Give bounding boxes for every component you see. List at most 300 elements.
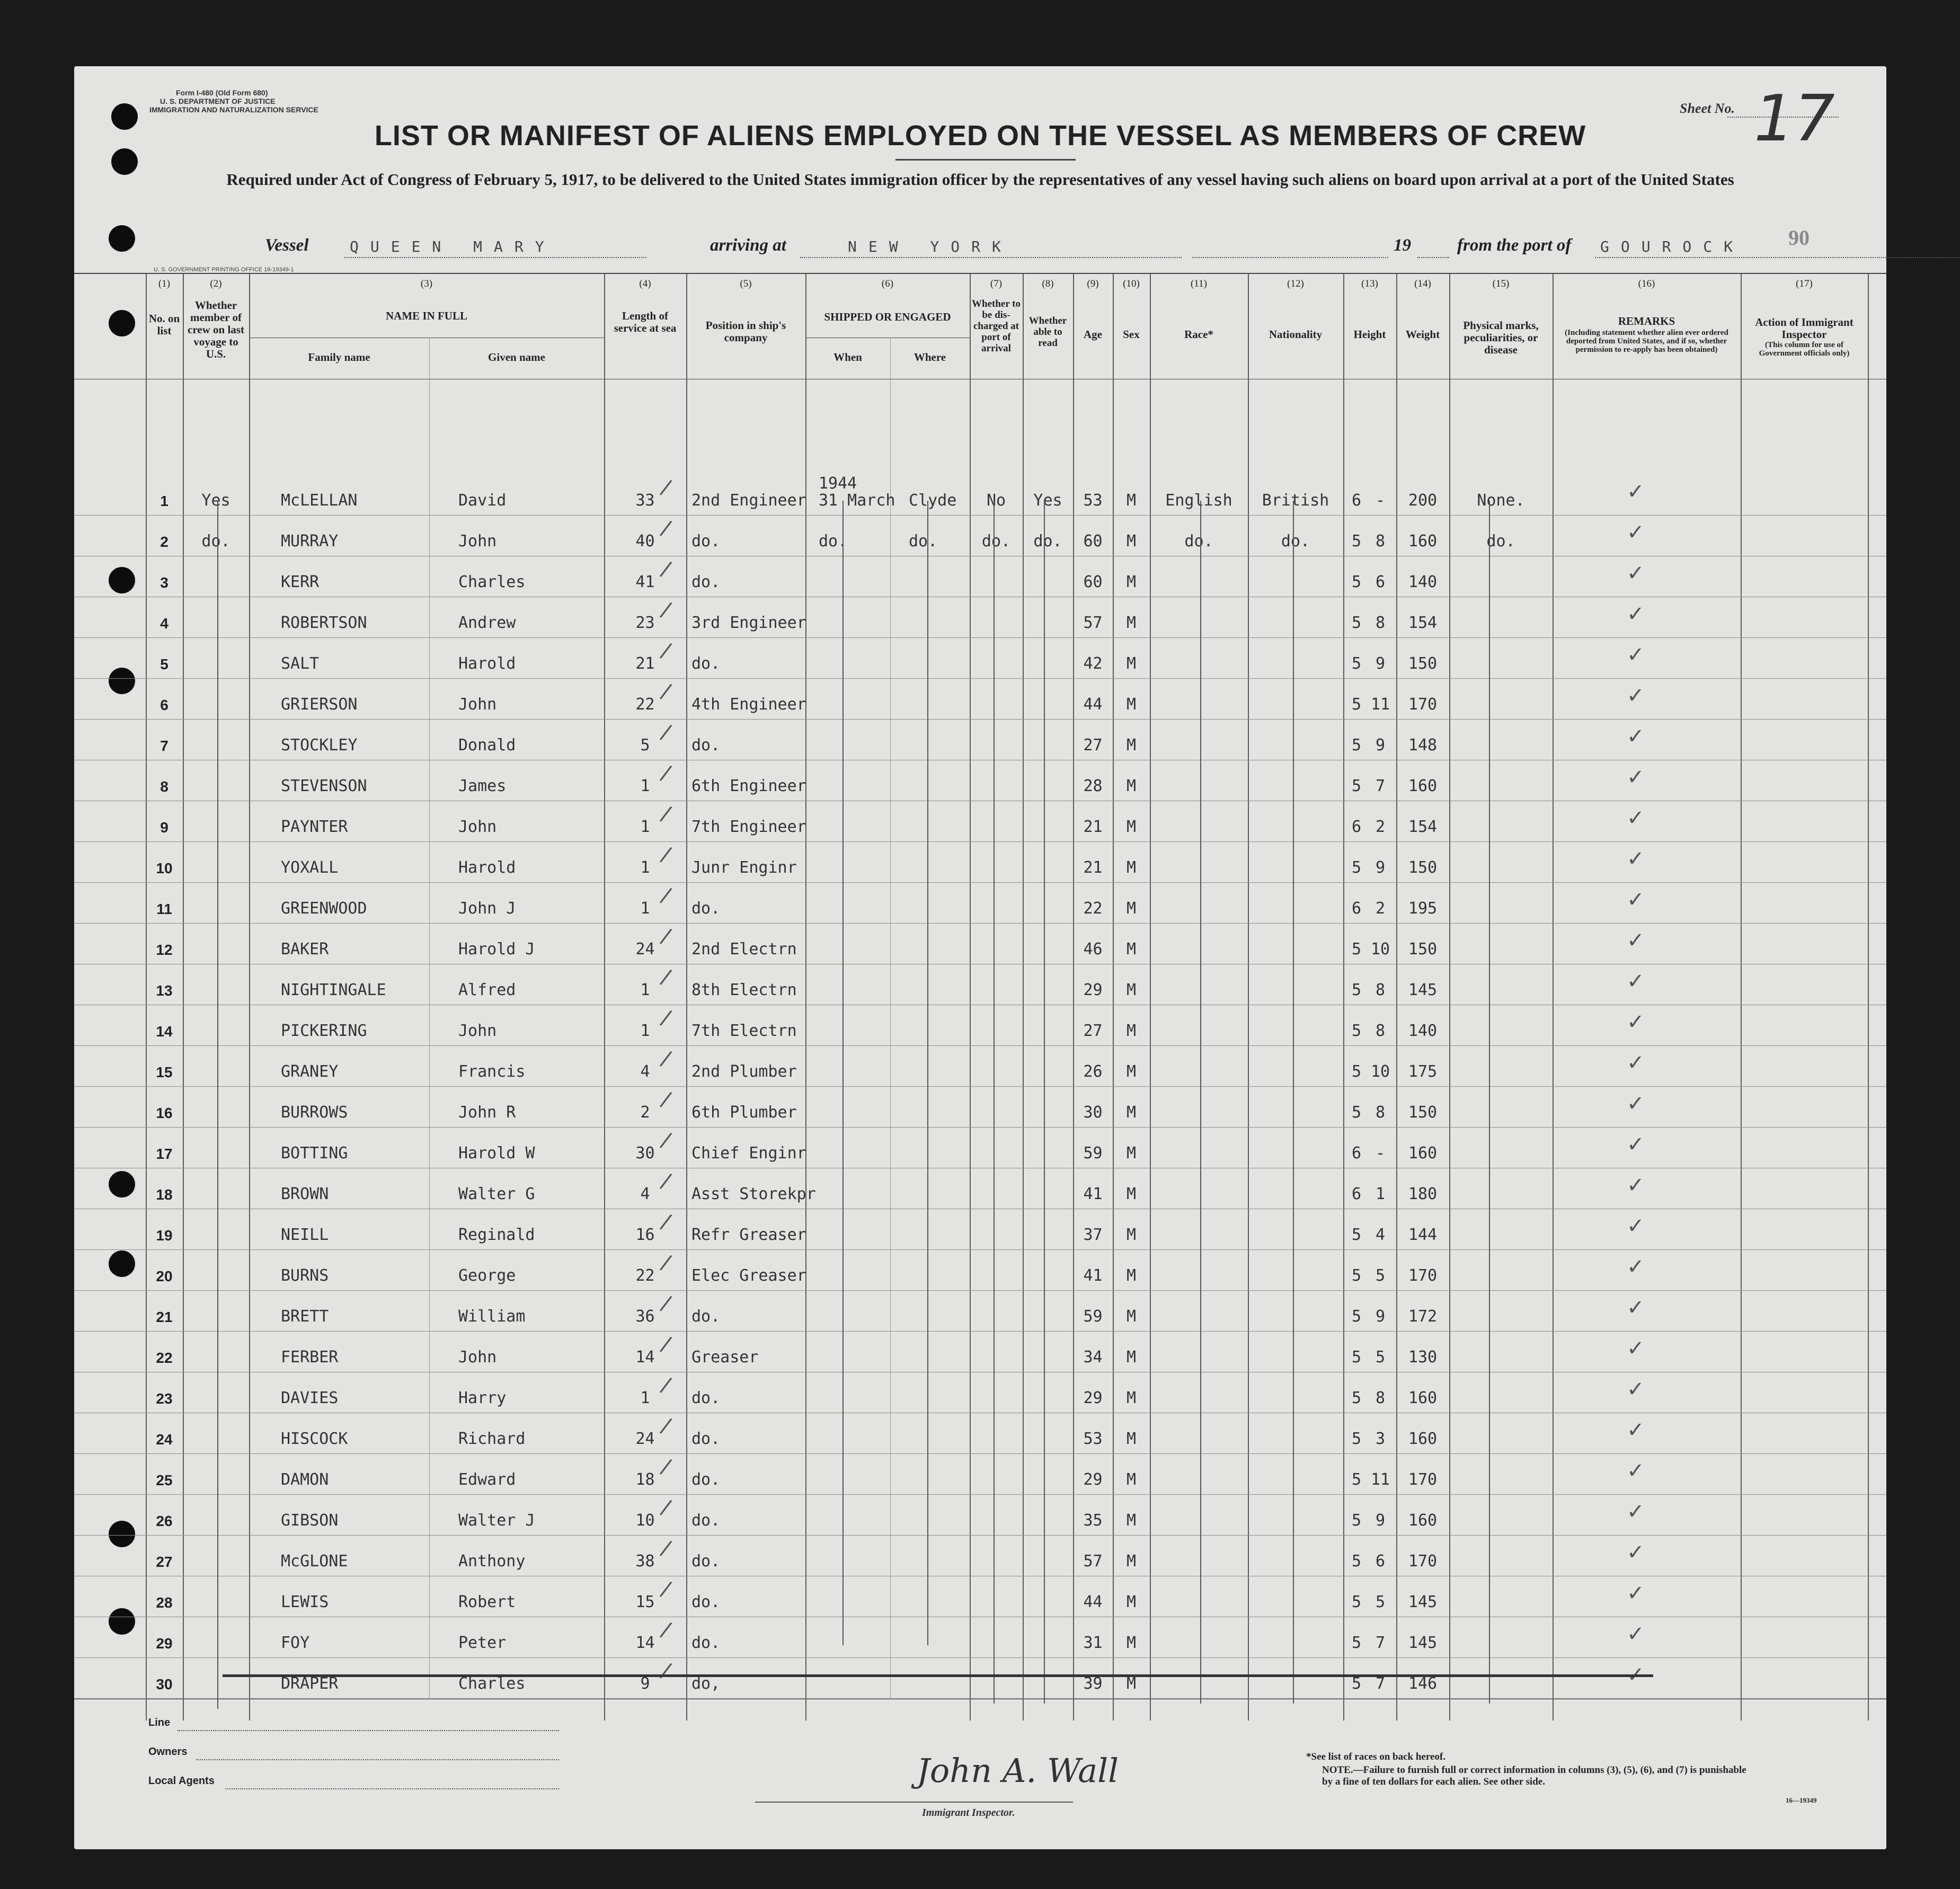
closing-rule	[223, 1674, 1653, 1677]
check-mark-icon: ✓	[1627, 765, 1645, 790]
height-in-cell: 5	[1375, 1593, 1386, 1611]
weight-cell: 180	[1408, 1185, 1438, 1203]
family-name-cell: NEILL	[281, 1226, 329, 1244]
family-name-cell: DAVIES	[281, 1389, 339, 1407]
no-cell: 6	[160, 697, 168, 713]
service-cell: 1	[640, 777, 650, 795]
height-ft-cell: 6	[1351, 899, 1362, 918]
no-cell: 5	[160, 656, 168, 672]
position-cell: do.	[691, 1511, 721, 1530]
family-name-cell: STEVENSON	[281, 777, 367, 795]
position-cell: Refr Greaser	[691, 1226, 806, 1244]
family-name-cell: PICKERING	[281, 1022, 367, 1040]
height-in-cell: 5	[1375, 1266, 1386, 1285]
given-name-cell: Edward	[458, 1470, 516, 1489]
weight-cell: 170	[1408, 1266, 1438, 1285]
line-dots	[178, 1730, 559, 1731]
arriving-value: NEW YORK	[848, 238, 1013, 255]
where-cell: do.	[909, 532, 938, 551]
given-name-cell: Charles	[458, 573, 526, 591]
no-cell: 29	[156, 1635, 173, 1652]
check-mark-icon: ✓	[1627, 561, 1645, 586]
check-mark-icon: ✓	[1627, 1255, 1645, 1279]
check-mark-icon: ✓	[1627, 1336, 1645, 1361]
weight-cell: 170	[1408, 1552, 1438, 1571]
given-name-cell: Richard	[458, 1430, 526, 1448]
col-head-member: Whether member of crew on last voyage to U.S.	[188, 299, 244, 360]
tally-slash-icon: /	[658, 597, 673, 623]
age-cell: 27	[1083, 736, 1103, 755]
age-cell: 22	[1083, 899, 1103, 918]
table-row	[74, 760, 1886, 801]
family-name-cell: MURRAY	[281, 532, 339, 551]
age-cell: 41	[1083, 1185, 1103, 1203]
height-ft-cell: 5	[1351, 1266, 1362, 1285]
sex-cell: M	[1126, 1103, 1137, 1122]
age-cell: 27	[1083, 1022, 1103, 1040]
check-mark-icon: ✓	[1627, 1092, 1645, 1116]
no-cell: 22	[156, 1350, 173, 1366]
age-cell: 29	[1083, 981, 1103, 999]
physical-cell: None.	[1477, 491, 1525, 510]
check-mark-icon: ✓	[1627, 928, 1645, 953]
sex-cell: M	[1126, 981, 1137, 999]
height-ft-cell: 5	[1351, 981, 1362, 999]
no-cell: 3	[160, 574, 168, 591]
col-num: (15)	[1492, 278, 1510, 289]
col-num: (3)	[420, 278, 433, 289]
form-dept: U. S. DEPARTMENT OF JUSTICE	[160, 97, 276, 105]
check-mark-icon: ✓	[1627, 643, 1645, 667]
col-head-where: Where	[914, 351, 946, 363]
sex-cell: M	[1126, 695, 1137, 714]
sex-cell: M	[1126, 1634, 1137, 1652]
tally-slash-icon: /	[658, 964, 673, 990]
sex-cell: M	[1126, 1674, 1137, 1693]
weight-cell: 145	[1408, 981, 1438, 999]
family-name-cell: GRANEY	[281, 1062, 339, 1081]
height-in-cell: 2	[1375, 899, 1386, 918]
family-name-cell: LEWIS	[281, 1593, 329, 1611]
col-head-discharged: Whether to be dis- charged at port of arrival	[972, 298, 1021, 354]
no-cell: 20	[156, 1268, 173, 1284]
service-cell: 10	[635, 1511, 655, 1530]
tally-slash-icon: /	[658, 475, 673, 500]
weight-cell: 130	[1408, 1348, 1438, 1367]
family-name-cell: GRIERSON	[281, 695, 358, 714]
tally-slash-icon: /	[658, 883, 673, 908]
tally-slash-icon: /	[658, 638, 673, 663]
table-row	[74, 1290, 1886, 1332]
service-cell: 1	[640, 981, 650, 999]
position-cell: do.	[691, 1470, 721, 1489]
year-dots	[1417, 257, 1449, 258]
table-top-rule	[74, 273, 1886, 274]
weight-cell: 195	[1408, 899, 1438, 918]
weight-cell: 145	[1408, 1593, 1438, 1611]
check-mark-icon: ✓	[1627, 602, 1645, 626]
position-cell: do.	[691, 532, 721, 551]
height-ft-cell: 5	[1351, 1634, 1362, 1652]
weight-cell: 160	[1408, 777, 1438, 795]
age-cell: 53	[1083, 1430, 1103, 1448]
page-title: LIST OR MANIFEST OF ALIENS EMPLOYED ON THE VESSEL AS MEMBERS OF CREW	[374, 120, 1586, 152]
position-cell: 3rd Engineer	[691, 614, 806, 632]
sex-cell: M	[1126, 1266, 1137, 1285]
weight-cell: 160	[1408, 532, 1438, 551]
position-cell: 6th Engineer	[691, 777, 806, 795]
no-cell: 27	[156, 1554, 173, 1570]
sex-cell: M	[1126, 614, 1137, 632]
when-cell: do.	[819, 532, 848, 551]
check-mark-icon: ✓	[1627, 1051, 1645, 1075]
col-num: (12)	[1287, 278, 1304, 289]
height-ft-cell: 5	[1351, 1062, 1362, 1081]
sheet-label: Sheet No.	[1680, 101, 1735, 116]
col-num: (7)	[990, 278, 1003, 289]
table-row	[74, 1127, 1886, 1168]
service-cell: 40	[635, 532, 655, 551]
height-ft-cell: 5	[1351, 1470, 1362, 1489]
given-name-cell: John	[458, 818, 497, 836]
height-in-cell: 7	[1375, 1674, 1386, 1693]
age-cell: 42	[1083, 654, 1103, 673]
tally-slash-icon: /	[658, 760, 673, 786]
tally-slash-icon: /	[658, 1005, 673, 1031]
age-cell: 46	[1083, 940, 1103, 959]
family-name-cell: McGLONE	[281, 1552, 348, 1571]
given-name-cell: Harold W	[458, 1144, 535, 1163]
age-cell: 59	[1083, 1144, 1103, 1163]
given-name-cell: Walter J	[458, 1511, 535, 1530]
tally-slash-icon: /	[658, 1046, 673, 1071]
tally-slash-icon: /	[658, 1617, 673, 1643]
height-ft-cell: 5	[1351, 1389, 1362, 1407]
age-cell: 39	[1083, 1674, 1103, 1693]
col-head-family: Family name	[308, 351, 370, 363]
age-cell: 28	[1083, 777, 1103, 795]
ditto-line	[1200, 501, 1201, 1704]
sex-cell: M	[1126, 736, 1137, 755]
height-in-cell: 6	[1375, 1552, 1386, 1571]
family-name-cell: BOTTING	[281, 1144, 348, 1163]
height-ft-cell: 5	[1351, 777, 1362, 795]
col-num: (2)	[210, 278, 222, 289]
col-head-height: Height	[1353, 328, 1386, 341]
check-mark-icon: ✓	[1627, 1540, 1645, 1565]
position-cell: 7th Engineer	[691, 818, 806, 836]
table-row	[74, 1576, 1886, 1617]
read-cell: do.	[1033, 532, 1062, 551]
races-note: *See list of races on back hereof.	[1306, 1751, 1445, 1762]
tally-slash-icon: /	[658, 1576, 673, 1602]
no-cell: 30	[156, 1676, 173, 1692]
height-in-cell: 9	[1375, 654, 1386, 673]
col-head-weight: Weight	[1405, 328, 1440, 341]
ditto-line	[1489, 501, 1490, 1704]
service-cell: 15	[635, 1593, 655, 1611]
tally-slash-icon: /	[658, 1413, 673, 1439]
position-cell: 2nd Electrn	[691, 940, 797, 959]
age-cell: 21	[1083, 858, 1103, 877]
height-in-cell: 11	[1370, 695, 1390, 714]
service-cell: 9	[640, 1674, 650, 1693]
height-in-cell: 6	[1375, 573, 1386, 591]
sex-cell: M	[1126, 1389, 1137, 1407]
height-ft-cell: 5	[1351, 858, 1362, 877]
height-ft-cell: 5	[1351, 695, 1362, 714]
sex-cell: M	[1126, 1348, 1137, 1367]
table-row	[74, 1617, 1886, 1658]
col-head-when: When	[833, 351, 862, 363]
service-cell: 5	[640, 736, 650, 755]
family-name-cell: DAMON	[281, 1470, 329, 1489]
given-name-cell: Charles	[458, 1674, 526, 1693]
service-cell: 41	[635, 573, 655, 591]
position-cell: do.	[691, 1593, 721, 1611]
physical-cell: do.	[1486, 532, 1515, 551]
owners-label: Owners	[148, 1746, 188, 1758]
position-cell: 6th Plumber	[691, 1103, 797, 1122]
sex-cell: M	[1126, 1185, 1137, 1203]
position-cell: Elec Greaser	[691, 1266, 806, 1285]
form-id: Form I-480 (Old Form 680)	[176, 88, 268, 97]
weight-cell: 154	[1408, 614, 1438, 632]
tally-slash-icon: /	[658, 1536, 673, 1561]
service-cell: 22	[635, 1266, 655, 1285]
nationality-cell: do.	[1281, 532, 1310, 551]
height-in-cell: 8	[1375, 1389, 1386, 1407]
table-row	[74, 882, 1886, 924]
table-row	[74, 1494, 1886, 1536]
given-name-cell: William	[458, 1307, 526, 1326]
when-cell: 31 March	[819, 491, 895, 510]
check-mark-icon: ✓	[1627, 520, 1645, 545]
table-row	[74, 597, 1886, 638]
sex-cell: M	[1126, 858, 1137, 877]
height-in-cell: 10	[1370, 940, 1390, 959]
form-service: IMMIGRATION AND NATURALIZATION SERVICE	[149, 105, 318, 114]
col-head-sex: Sex	[1123, 328, 1140, 341]
service-cell: 2	[640, 1103, 650, 1122]
table-row	[74, 1168, 1886, 1209]
ditto-line	[217, 501, 218, 1709]
print-code: 16—19349	[1786, 1796, 1817, 1804]
height-in-cell: 9	[1375, 1307, 1386, 1326]
no-cell: 8	[160, 778, 168, 795]
family-name-cell: YOXALL	[281, 858, 339, 877]
service-cell: 4	[640, 1185, 650, 1203]
tally-slash-icon: /	[658, 679, 673, 704]
height-ft-cell: 5	[1351, 1430, 1362, 1448]
weight-cell: 160	[1408, 1144, 1438, 1163]
col-head-action-sub: (This column for use of Government officials only)	[1759, 341, 1850, 358]
vessel-dots	[344, 257, 646, 258]
family-name-cell: PAYNTER	[281, 818, 348, 836]
no-cell: 11	[156, 901, 172, 917]
age-cell: 57	[1083, 1552, 1103, 1571]
service-cell: 1	[640, 899, 650, 918]
page-subtitle: Required under Act of Congress of February 5, 1917, to be delivered to the United States immigration officer by the representatives of any vessel having such aliens on board upon arrival at a port of the United States	[226, 170, 1734, 189]
height-ft-cell: 5	[1351, 573, 1362, 591]
sex-cell: M	[1126, 1552, 1137, 1571]
table-row	[74, 719, 1886, 760]
col-head-age: Age	[1084, 328, 1102, 341]
no-cell: 16	[156, 1105, 173, 1121]
tally-slash-icon: /	[658, 1332, 673, 1357]
position-cell: do.	[691, 1307, 721, 1326]
tally-slash-icon: /	[658, 1087, 673, 1112]
position-cell: do.	[691, 573, 721, 591]
weight-cell: 160	[1408, 1389, 1438, 1407]
tally-slash-icon: /	[658, 720, 673, 745]
ditto-line	[1293, 501, 1294, 1704]
service-cell: 23	[635, 614, 655, 632]
vessel-value: QUEEN MARY	[350, 238, 556, 255]
family-name-cell: SALT	[281, 654, 320, 673]
family-name-cell: FOY	[281, 1634, 310, 1652]
service-cell: 1	[640, 1022, 650, 1040]
given-name-cell: John R	[458, 1103, 516, 1122]
height-in-cell: 7	[1375, 1634, 1386, 1652]
table-row	[74, 474, 1886, 516]
height-ft-cell: 6	[1351, 1185, 1362, 1203]
no-cell: 12	[156, 942, 173, 958]
race-cell: do.	[1184, 532, 1213, 551]
table-row	[74, 515, 1886, 556]
check-mark-icon: ✓	[1627, 1500, 1645, 1524]
table-row	[74, 841, 1886, 883]
weight-cell: 200	[1408, 491, 1438, 510]
sex-cell: M	[1126, 1511, 1137, 1530]
col-num: (5)	[740, 278, 752, 289]
family-name-cell: GIBSON	[281, 1511, 339, 1530]
weight-cell: 150	[1408, 858, 1438, 877]
table-row	[74, 1005, 1886, 1046]
sheet-number: 17	[1754, 82, 1835, 156]
family-name-cell: McLELLAN	[281, 491, 358, 510]
tally-slash-icon: /	[658, 556, 673, 582]
no-cell: 26	[156, 1513, 173, 1529]
table-row	[74, 1657, 1886, 1699]
sex-cell: M	[1126, 1022, 1137, 1040]
check-mark-icon: ✓	[1627, 684, 1645, 708]
gpo-note: U. S. GOVERNMENT PRINTING OFFICE 16-19349-1	[154, 267, 294, 273]
weight-cell: 140	[1408, 1022, 1438, 1040]
age-cell: 34	[1083, 1348, 1103, 1367]
col-head-service: Length of service at sea	[614, 309, 677, 334]
sex-cell: M	[1126, 777, 1137, 795]
weight-cell: 175	[1408, 1062, 1438, 1081]
from-port-dots	[1595, 257, 1960, 258]
sex-cell: M	[1126, 573, 1137, 591]
line-label: Line	[148, 1717, 171, 1728]
weight-cell: 170	[1408, 695, 1438, 714]
height-ft-cell: 6	[1351, 491, 1362, 510]
col-num: (4)	[639, 278, 651, 289]
given-name-cell: John	[458, 1022, 497, 1040]
penalty-note: NOTE.—Failure to furnish full or correct information in columns (3), (5), (6), and (7) is punishable by a fine of ten dollars for each alien. See other side.	[1322, 1764, 1746, 1787]
from-port-label: from the port of	[1457, 236, 1572, 255]
age-cell: 59	[1083, 1307, 1103, 1326]
table-row	[74, 1372, 1886, 1413]
weight-cell: 150	[1408, 654, 1438, 673]
given-name-cell: Reginald	[458, 1226, 535, 1244]
height-in-cell: 3	[1375, 1430, 1386, 1448]
service-cell: 14	[635, 1634, 655, 1652]
no-cell: 14	[156, 1023, 173, 1040]
check-mark-icon: ✓	[1627, 1459, 1645, 1483]
no-cell: 25	[156, 1472, 173, 1488]
service-cell: 18	[635, 1470, 655, 1489]
family-name-cell: BROWN	[281, 1185, 329, 1203]
read-cell: Yes	[1033, 491, 1062, 510]
family-name-cell: BURROWS	[281, 1103, 348, 1122]
age-cell: 31	[1083, 1634, 1103, 1652]
position-cell: Asst Storekpr	[691, 1185, 816, 1203]
tally-slash-icon: /	[658, 842, 673, 867]
height-ft-cell: 5	[1351, 736, 1362, 755]
col-head-name: NAME IN FULL	[385, 309, 467, 322]
no-cell: 15	[156, 1064, 173, 1080]
punch-hole	[109, 310, 135, 336]
height-in-cell: 8	[1375, 1103, 1386, 1122]
col-num: (13)	[1361, 278, 1378, 289]
age-cell: 60	[1083, 573, 1103, 591]
sex-cell: M	[1126, 818, 1137, 836]
service-cell: 24	[635, 1430, 655, 1448]
col-num: (6)	[881, 278, 894, 289]
table-row	[74, 923, 1886, 964]
ditto-line	[994, 501, 995, 1704]
given-name-cell: James	[458, 777, 507, 795]
title-rule	[895, 159, 1076, 161]
given-name-cell: Harold	[458, 654, 516, 673]
check-mark-icon: ✓	[1627, 1663, 1645, 1687]
sex-cell: M	[1126, 1062, 1137, 1081]
check-mark-icon: ✓	[1627, 1418, 1645, 1442]
check-mark-icon: ✓	[1627, 847, 1645, 871]
weight-cell: 148	[1408, 736, 1438, 755]
weight-cell: 154	[1408, 818, 1438, 836]
height-in-cell: 11	[1370, 1470, 1390, 1489]
height-in-cell: 9	[1375, 858, 1386, 877]
age-cell: 60	[1083, 532, 1103, 551]
tally-slash-icon: /	[658, 1495, 673, 1520]
member-cell: do.	[201, 532, 230, 551]
col-num: (17)	[1796, 278, 1813, 289]
family-name-cell: ROBERTSON	[281, 614, 367, 632]
service-cell: 22	[635, 695, 655, 714]
col-head-nationality: Nationality	[1269, 328, 1323, 341]
discharged-cell: No	[986, 491, 1006, 510]
height-ft-cell: 5	[1351, 940, 1362, 959]
position-cell: 2nd Plumber	[691, 1062, 797, 1081]
family-name-cell: GREENWOOD	[281, 899, 367, 918]
ditto-line	[1044, 501, 1045, 1704]
position-cell: 2nd Engineer	[691, 491, 806, 510]
check-mark-icon: ✓	[1627, 806, 1645, 830]
given-name-cell: Anthony	[458, 1552, 526, 1571]
col-num: (11)	[1191, 278, 1207, 289]
given-name-cell: John	[458, 532, 497, 551]
check-mark-icon: ✓	[1627, 1214, 1645, 1238]
family-name-cell: NIGHTINGALE	[281, 981, 386, 999]
height-in-cell: 10	[1370, 1062, 1390, 1081]
table-row	[74, 964, 1886, 1005]
weight-cell: 144	[1408, 1226, 1438, 1244]
check-mark-icon: ✓	[1627, 1010, 1645, 1034]
